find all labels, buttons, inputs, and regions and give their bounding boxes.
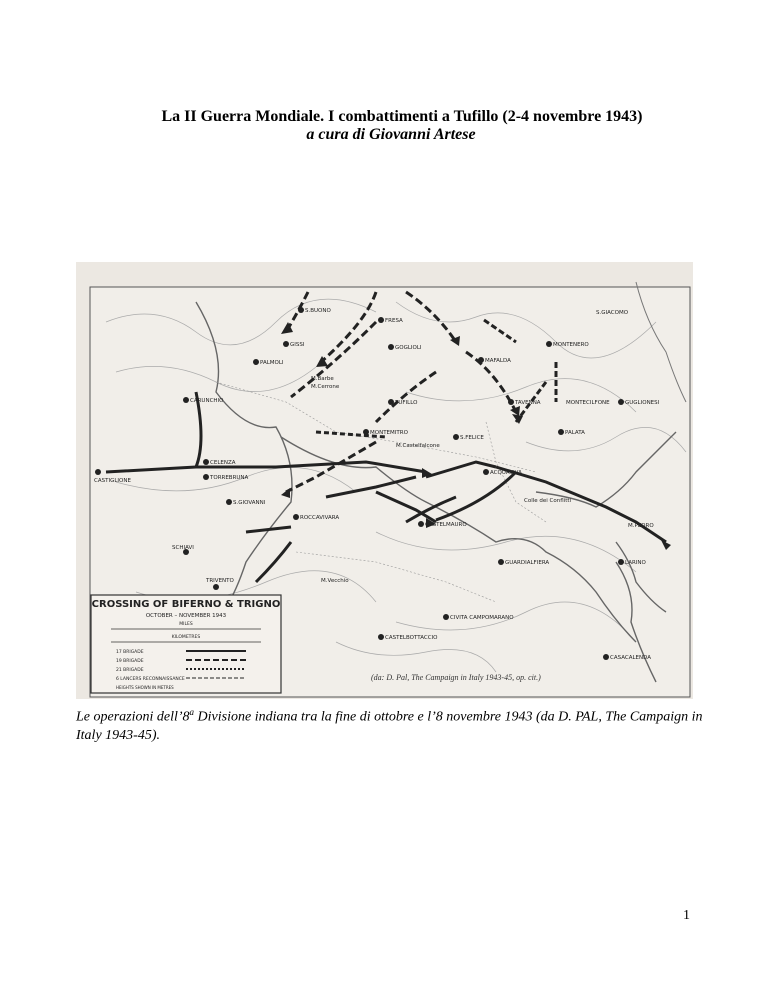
place-label: PALMOLI (260, 360, 284, 366)
map-legend (91, 595, 281, 693)
place-label: CASTELMAURO (425, 522, 467, 528)
legend-item: 6 LANCERS RECONNAISSANCE (116, 677, 185, 682)
place-label: TAVENNA (515, 400, 541, 406)
place-label: S.BUONO (305, 308, 331, 314)
legend-item: 17 BRIGADE (116, 650, 144, 655)
map-drawing (76, 262, 693, 699)
legend-subtitle: OCTOBER – NOVEMBER 1943 (145, 613, 227, 619)
place-label: CASTIGLIONE (94, 478, 131, 484)
legend-title: CROSSING OF BIFERNO & TRIGNO (91, 599, 281, 610)
place-label: CASTELBOTTACCIO (385, 635, 438, 641)
place-label: SCHIAVI (172, 545, 194, 551)
scale-miles-label: MILES (179, 622, 193, 627)
place-label: GISSI (290, 342, 305, 348)
legend-footer: HEIGHTS SHOWN IN METRES (116, 685, 174, 690)
document-title-block (0, 108, 768, 144)
place-label: ACQUAVIVA (490, 470, 522, 476)
place-label: Colle dei Conflitti (524, 498, 572, 504)
place-label: MAFALDA (485, 358, 511, 364)
place-label: M.PEDRO (628, 523, 654, 529)
page-subtitle: a cura di Giovanni Artese (306, 126, 476, 143)
place-label: GOGLIOLI (395, 345, 422, 351)
page-number: 1 (683, 908, 690, 923)
legend-item: 19 BRIGADE (116, 659, 144, 664)
place-label: MONTENERO (553, 342, 589, 348)
place-label: S.FELICE (460, 435, 484, 441)
place-label: TUFILLO (395, 400, 418, 406)
scale-km-label: KILOMETRES (171, 635, 201, 640)
place-label: MONTEMITRO (370, 430, 408, 436)
place-label: M.Cerrone (311, 384, 340, 390)
place-label: GUARDIALFIERA (505, 560, 550, 566)
place-label: CASACALENDA (610, 655, 652, 661)
page-title: La II Guerra Mondiale. I combattimenti a Tufillo (2-4 novembre 1943) (161, 108, 643, 125)
place-label: M.Barbe (311, 376, 334, 382)
place-label: M.Vecchio (321, 578, 349, 584)
caption-text-end: Divisione indiana tra la fine di ottobre e l’8 novembre 1943 (da D. PAL, The Campaign in Italy 1943-45). (76, 709, 703, 743)
figure-caption (76, 703, 716, 745)
place-label: MONTECILFONE (566, 400, 610, 406)
map-source-note: (da: D. Pal, The Campaign in Italy 1943-45, op. cit.) (371, 673, 541, 682)
place-label: GUGLIONESI (625, 400, 660, 406)
place-label: CARUNCHIO (190, 398, 224, 404)
place-label: ROCCAVIVARA (300, 515, 340, 521)
place-label: CIVITA CAMPOMARANO (450, 615, 514, 621)
place-label: M.Castelfalcone (396, 443, 440, 449)
place-label: CELENZA (210, 460, 236, 466)
caption-superscript: a (189, 707, 195, 717)
caption-text-start: Le operazioni dell’8 (76, 709, 190, 725)
place-label: FRESA (385, 318, 403, 324)
place-label: S.GIOVANNI (233, 500, 266, 506)
place-label: PALATA (565, 430, 585, 436)
place-label: S.GIACOMO (596, 310, 629, 316)
legend-item: 21 BRIGADE (116, 668, 144, 673)
place-label: TORREBRUNA (210, 475, 249, 481)
place-label: LARINO (625, 560, 646, 566)
historical-map-image (76, 262, 693, 699)
place-label: TRIVENTO (206, 578, 234, 584)
